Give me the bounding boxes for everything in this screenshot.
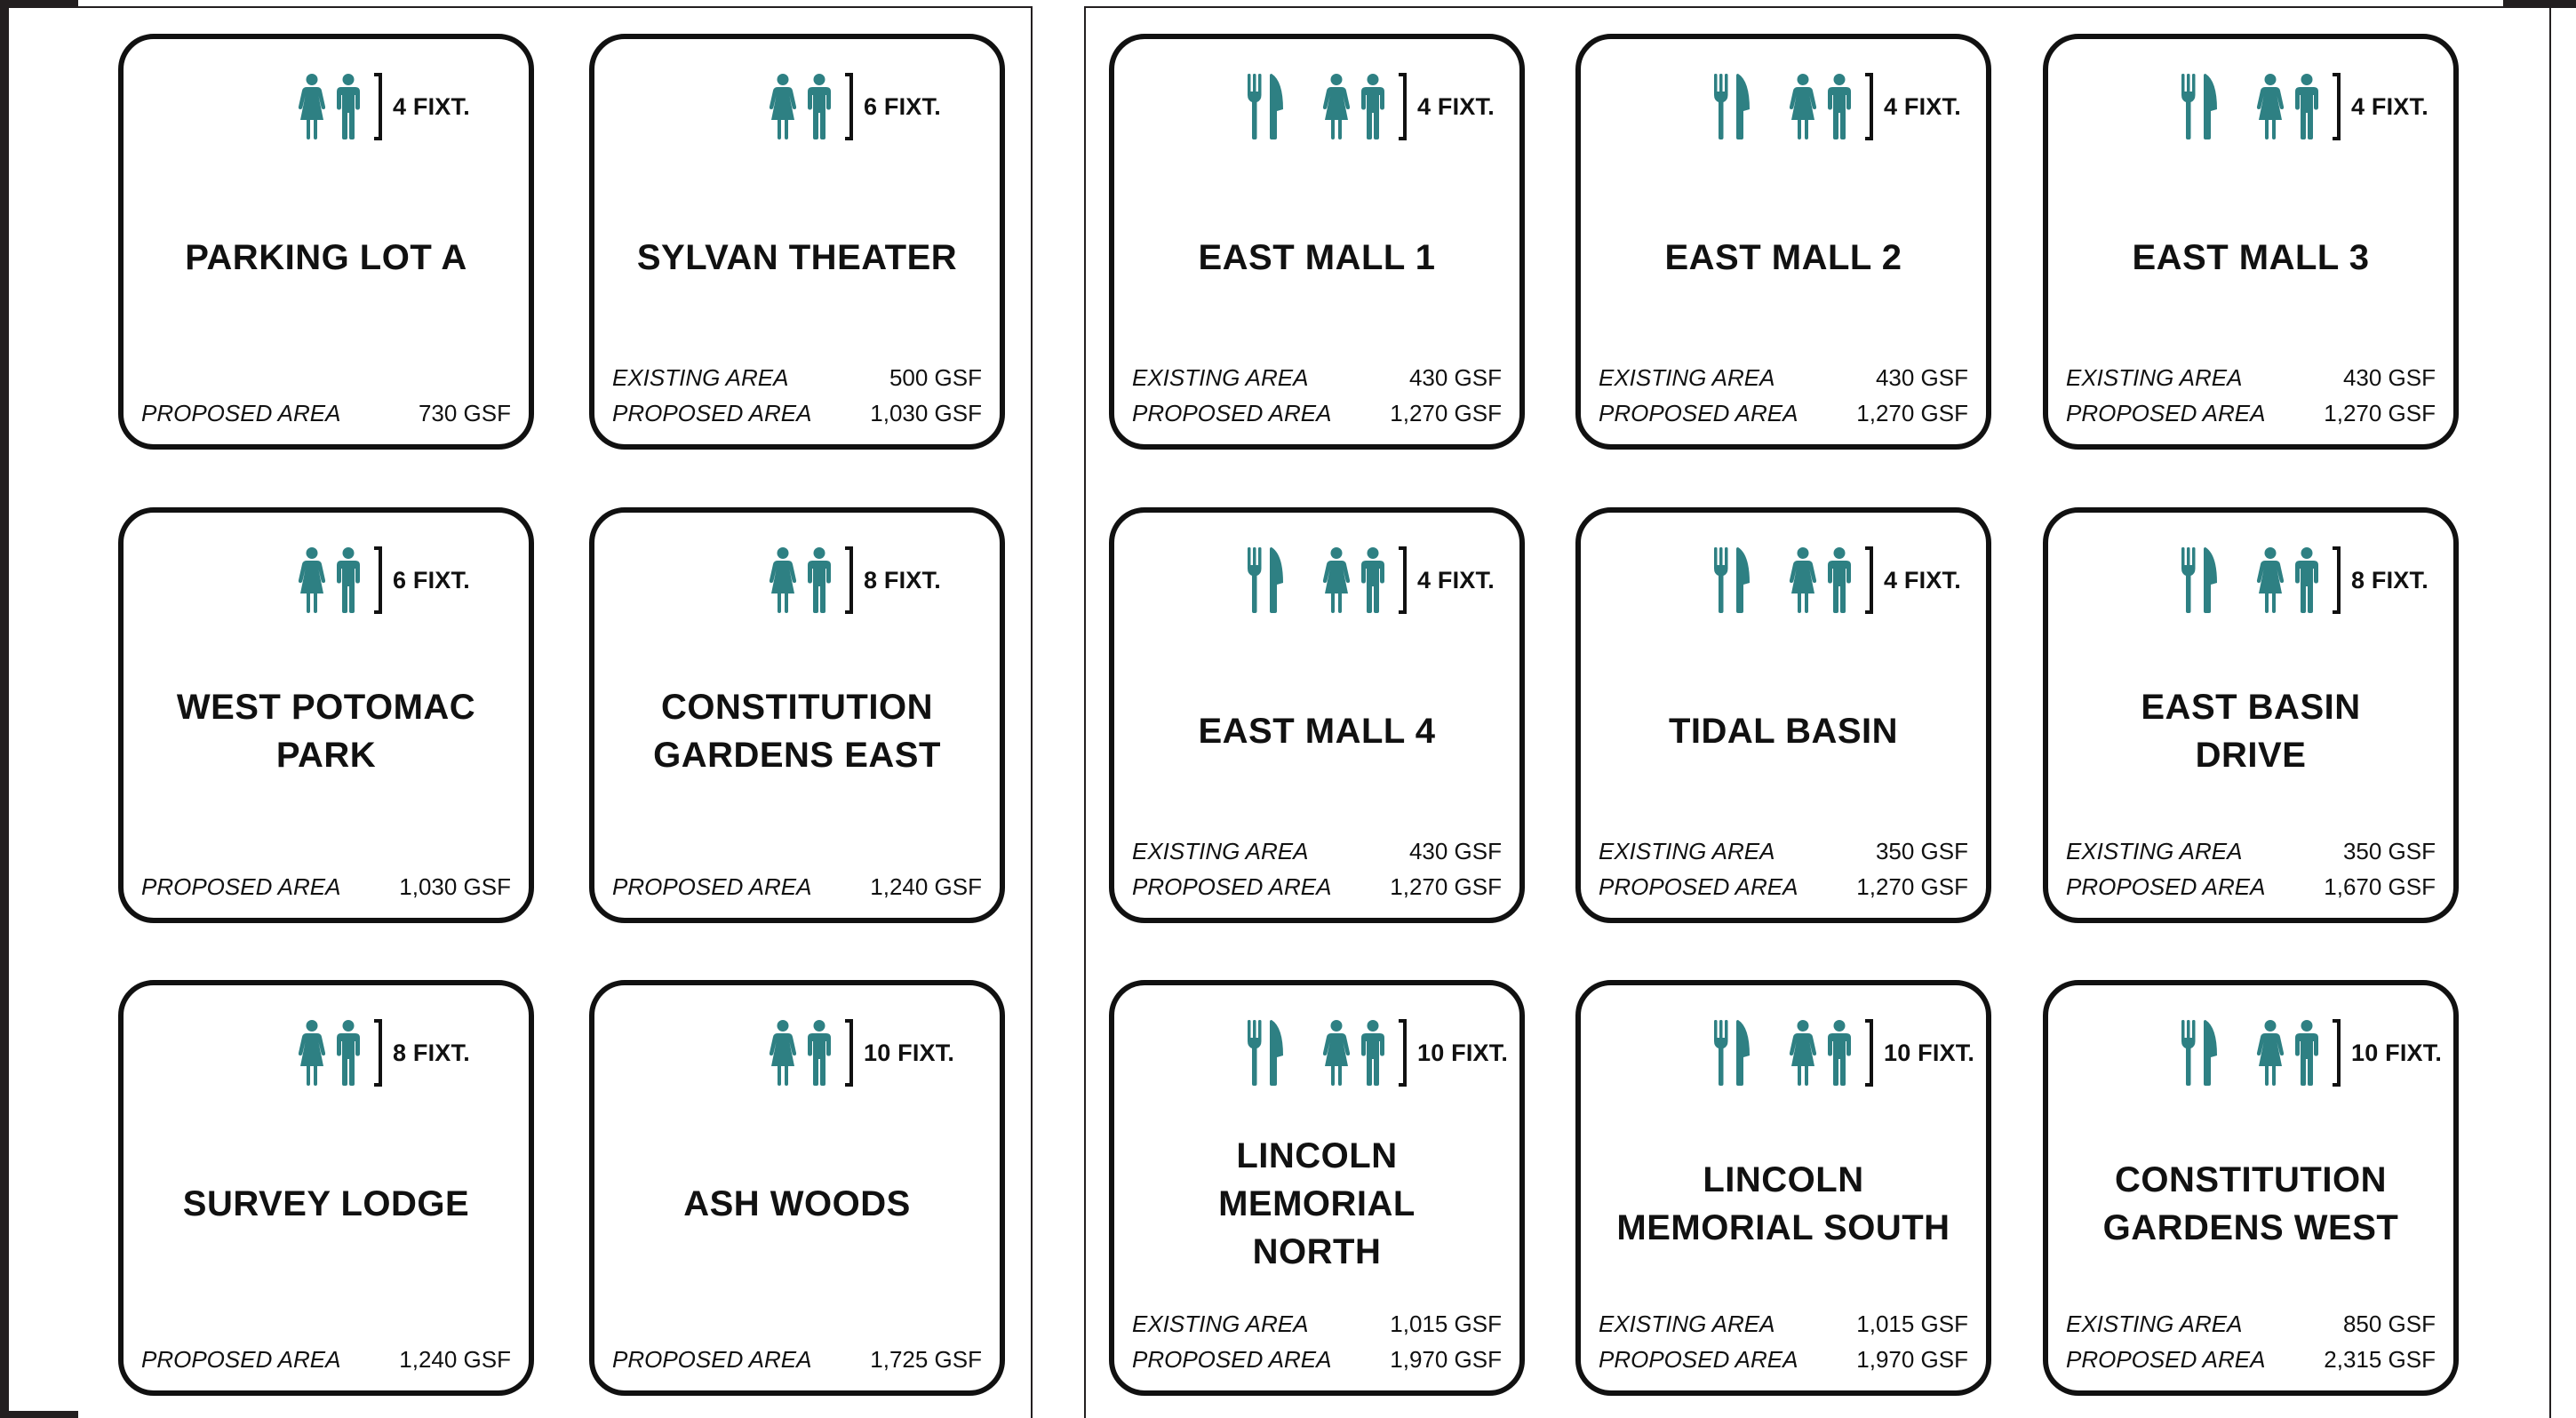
proposed-area-value: 2,315 GSF xyxy=(2324,1345,2436,1373)
existing-area-label: EXISTING AREA xyxy=(2066,1310,2243,1337)
existing-area-value: 430 GSF xyxy=(1408,363,1502,391)
woman-icon xyxy=(2256,547,2285,613)
proposed-area-row xyxy=(1599,1344,1968,1374)
proposed-area-row xyxy=(141,398,511,428)
existing-area-row xyxy=(612,362,982,393)
fixture-icons xyxy=(769,545,941,616)
man-icon xyxy=(806,1020,833,1086)
utensils-icon xyxy=(1248,74,1283,139)
fixture-count: 8 FIXT. xyxy=(864,566,941,593)
facility-card-14 xyxy=(2043,980,2459,1396)
proposed-area-value: 1,725 GSF xyxy=(870,1345,982,1373)
facility-card-0 xyxy=(118,34,534,450)
proposed-area-value: 730 GSF xyxy=(418,399,511,426)
facility-title: LINCOLN MEMORIAL NORTH xyxy=(1218,1136,1416,1271)
man-icon xyxy=(1360,74,1386,139)
fixture-count: 4 FIXT. xyxy=(1884,92,1961,120)
existing-area-value: 850 GSF xyxy=(2342,1310,2436,1337)
fixture-count: 6 FIXT. xyxy=(393,566,470,593)
fixture-icons xyxy=(1248,71,1495,142)
facility-title: ASH WOODS xyxy=(683,1184,911,1223)
existing-area-value: 1,015 GSF xyxy=(1390,1310,1502,1337)
fixture-icons xyxy=(769,1017,954,1088)
facility-title: EAST MALL 1 xyxy=(1198,238,1436,277)
proposed-area-label: PROPOSED AREA xyxy=(141,1345,341,1373)
facility-card-6 xyxy=(589,507,1005,923)
proposed-area-value: 1,270 GSF xyxy=(1390,872,1502,900)
existing-area-row xyxy=(2066,1309,2436,1339)
man-icon xyxy=(335,547,362,613)
proposed-area-row xyxy=(2066,1344,2436,1374)
woman-icon xyxy=(1322,74,1351,139)
proposed-area-label: PROPOSED AREA xyxy=(2066,399,2266,426)
proposed-area-label: PROPOSED AREA xyxy=(1599,872,1798,900)
proposed-area-row xyxy=(612,398,982,428)
fixture-icons xyxy=(1248,1017,1508,1088)
facility-title: PARKING LOT A xyxy=(185,238,467,277)
fixture-count: 4 FIXT. xyxy=(1417,92,1495,120)
fixture-bracket xyxy=(374,73,382,140)
man-icon xyxy=(1826,1020,1853,1086)
fixture-count: 8 FIXT. xyxy=(2351,566,2428,593)
woman-icon xyxy=(769,547,797,613)
fixture-bracket xyxy=(1865,1019,1873,1087)
woman-icon xyxy=(1789,74,1817,139)
facility-card-7 xyxy=(1109,507,1525,923)
proposed-area-value: 1,270 GSF xyxy=(1856,872,1968,900)
existing-area-value: 350 GSF xyxy=(1875,837,1968,864)
fixture-bracket xyxy=(845,1019,853,1087)
fixture-count: 4 FIXT. xyxy=(1417,566,1495,593)
existing-area-value: 430 GSF xyxy=(1408,837,1502,864)
utensils-icon xyxy=(1714,547,1750,613)
proposed-area-value: 1,970 GSF xyxy=(1856,1345,1968,1373)
proposed-area-label: PROPOSED AREA xyxy=(1132,1345,1332,1373)
fixture-bracket xyxy=(1399,546,1407,614)
fixture-bracket xyxy=(2333,73,2341,140)
proposed-area-row xyxy=(1132,398,1502,428)
fixture-icons xyxy=(2181,71,2428,142)
proposed-area-label: PROPOSED AREA xyxy=(2066,1345,2266,1373)
proposed-area-row xyxy=(1599,398,1968,428)
woman-icon xyxy=(769,1020,797,1086)
fixture-bracket xyxy=(845,73,853,140)
facility-card-4 xyxy=(2043,34,2459,450)
existing-area-row xyxy=(1599,836,1968,866)
fixture-bracket xyxy=(2333,1019,2341,1087)
existing-area-value: 1,015 GSF xyxy=(1856,1310,1968,1337)
woman-icon xyxy=(298,547,326,613)
facility-card-2 xyxy=(1109,34,1525,450)
man-icon xyxy=(1360,1020,1386,1086)
fixture-icons xyxy=(298,71,470,142)
existing-area-row xyxy=(1132,836,1502,866)
existing-area-value: 430 GSF xyxy=(1875,363,1968,391)
proposed-area-value: 1,030 GSF xyxy=(870,399,982,426)
existing-area-row xyxy=(1599,362,1968,393)
proposed-area-value: 1,030 GSF xyxy=(399,872,511,900)
proposed-area-row xyxy=(1132,872,1502,902)
existing-area-row xyxy=(2066,836,2436,866)
fixture-count: 10 FIXT. xyxy=(1884,1039,1975,1066)
proposed-area-label: PROPOSED AREA xyxy=(612,872,812,900)
fixture-count: 4 FIXT. xyxy=(2351,92,2428,120)
proposed-area-value: 1,270 GSF xyxy=(2324,399,2436,426)
fixture-icons xyxy=(1714,71,1961,142)
man-icon xyxy=(2293,547,2320,613)
existing-area-label: EXISTING AREA xyxy=(1599,363,1775,391)
man-icon xyxy=(335,1020,362,1086)
man-icon xyxy=(2293,1020,2320,1086)
facility-title: EAST BASIN DRIVE xyxy=(2141,688,2361,775)
fixture-count: 10 FIXT. xyxy=(1417,1039,1509,1066)
existing-area-label: EXISTING AREA xyxy=(2066,363,2243,391)
proposed-area-label: PROPOSED AREA xyxy=(1132,399,1332,426)
utensils-icon xyxy=(1248,1020,1283,1086)
facility-title: WEST POTOMAC PARK xyxy=(176,688,476,775)
woman-icon xyxy=(1789,1020,1817,1086)
proposed-area-row xyxy=(2066,398,2436,428)
existing-area-row xyxy=(2066,362,2436,393)
fixture-count: 10 FIXT. xyxy=(2351,1039,2443,1066)
facility-card-11 xyxy=(589,980,1005,1396)
man-icon xyxy=(335,74,362,139)
utensils-icon xyxy=(2181,74,2217,139)
existing-area-label: EXISTING AREA xyxy=(1132,363,1309,391)
facility-title: SYLVAN THEATER xyxy=(636,238,958,277)
fixture-bracket xyxy=(1399,1019,1407,1087)
existing-area-label: EXISTING AREA xyxy=(612,363,789,391)
proposed-area-value: 1,240 GSF xyxy=(399,1345,511,1373)
fixture-count: 6 FIXT. xyxy=(864,92,941,120)
proposed-area-value: 1,270 GSF xyxy=(1856,399,1968,426)
facility-title: SURVEY LODGE xyxy=(182,1184,470,1223)
fixture-bracket xyxy=(374,1019,382,1087)
woman-icon xyxy=(2256,74,2285,139)
woman-icon xyxy=(298,1020,326,1086)
existing-area-label: EXISTING AREA xyxy=(1599,837,1775,864)
facility-card-8 xyxy=(1575,507,1991,923)
man-icon xyxy=(1826,74,1853,139)
facility-card-3 xyxy=(1575,34,1991,450)
man-icon xyxy=(806,74,833,139)
fixture-bracket xyxy=(845,546,853,614)
man-icon xyxy=(2293,74,2320,139)
fixture-count: 10 FIXT. xyxy=(864,1039,955,1066)
existing-area-value: 430 GSF xyxy=(2342,363,2436,391)
facility-title: EAST MALL 3 xyxy=(2132,238,2370,277)
existing-area-label: EXISTING AREA xyxy=(2066,837,2243,864)
utensils-icon xyxy=(1248,547,1283,613)
facility-title: EAST MALL 4 xyxy=(1198,712,1436,751)
woman-icon xyxy=(1322,547,1351,613)
proposed-area-row xyxy=(612,1344,982,1374)
proposed-area-label: PROPOSED AREA xyxy=(2066,872,2266,900)
fixture-bracket xyxy=(374,546,382,614)
fixture-count: 4 FIXT. xyxy=(393,92,470,120)
proposed-area-row xyxy=(141,1344,511,1374)
proposed-area-row xyxy=(1132,1344,1502,1374)
man-icon xyxy=(806,547,833,613)
facility-card-12 xyxy=(1109,980,1525,1396)
proposed-area-row xyxy=(141,872,511,902)
proposed-area-value: 1,670 GSF xyxy=(2324,872,2436,900)
facility-card-1 xyxy=(589,34,1005,450)
existing-area-row xyxy=(1599,1309,1968,1339)
facility-title: LINCOLN MEMORIAL SOUTH xyxy=(1616,1160,1950,1247)
fixture-icons xyxy=(1248,545,1495,616)
existing-area-value: 350 GSF xyxy=(2342,837,2436,864)
proposed-area-label: PROPOSED AREA xyxy=(1599,1345,1798,1373)
fixture-bracket xyxy=(2333,546,2341,614)
fixture-bracket xyxy=(1865,73,1873,140)
fixture-icons xyxy=(1714,1017,1974,1088)
facility-title: CONSTITUTION GARDENS WEST xyxy=(2102,1160,2399,1247)
utensils-icon xyxy=(1714,1020,1750,1086)
woman-icon xyxy=(1789,547,1817,613)
utensils-icon xyxy=(2181,1020,2217,1086)
proposed-area-value: 1,270 GSF xyxy=(1390,399,1502,426)
proposed-area-value: 1,970 GSF xyxy=(1390,1345,1502,1373)
existing-area-label: EXISTING AREA xyxy=(1132,1310,1309,1337)
facility-title: EAST MALL 2 xyxy=(1664,238,1902,277)
facility-card-9 xyxy=(2043,507,2459,923)
woman-icon xyxy=(298,74,326,139)
facility-card-5 xyxy=(118,507,534,923)
fixture-icons xyxy=(2181,545,2428,616)
woman-icon xyxy=(769,74,797,139)
fixture-icons xyxy=(298,1017,470,1088)
fixture-icons xyxy=(769,71,941,142)
woman-icon xyxy=(1322,1020,1351,1086)
facility-title: CONSTITUTION GARDENS EAST xyxy=(653,688,941,775)
facility-title: TIDAL BASIN xyxy=(1668,712,1899,751)
facility-card-10 xyxy=(118,980,534,1396)
proposed-area-value: 1,240 GSF xyxy=(870,872,982,900)
facility-card-13 xyxy=(1575,980,1991,1396)
proposed-area-label: PROPOSED AREA xyxy=(1599,399,1798,426)
fixture-icons xyxy=(2181,1017,2442,1088)
fixture-count: 8 FIXT. xyxy=(393,1039,470,1066)
existing-area-label: EXISTING AREA xyxy=(1132,837,1309,864)
fixture-icons xyxy=(1714,545,1961,616)
proposed-area-label: PROPOSED AREA xyxy=(141,872,341,900)
fixture-bracket xyxy=(1865,546,1873,614)
proposed-area-label: PROPOSED AREA xyxy=(612,399,812,426)
fixture-bracket xyxy=(1399,73,1407,140)
existing-area-row xyxy=(1132,362,1502,393)
existing-area-value: 500 GSF xyxy=(889,363,982,391)
existing-area-row xyxy=(1132,1309,1502,1339)
woman-icon xyxy=(2256,1020,2285,1086)
proposed-area-row xyxy=(2066,872,2436,902)
fixture-count: 4 FIXT. xyxy=(1884,566,1961,593)
proposed-area-row xyxy=(612,872,982,902)
man-icon xyxy=(1360,547,1386,613)
proposed-area-row xyxy=(1599,872,1968,902)
proposed-area-label: PROPOSED AREA xyxy=(612,1345,812,1373)
man-icon xyxy=(1826,547,1853,613)
existing-area-label: EXISTING AREA xyxy=(1599,1310,1775,1337)
proposed-area-label: PROPOSED AREA xyxy=(1132,872,1332,900)
proposed-area-label: PROPOSED AREA xyxy=(141,399,341,426)
fixture-icons xyxy=(298,545,470,616)
utensils-icon xyxy=(2181,547,2217,613)
utensils-icon xyxy=(1714,74,1750,139)
